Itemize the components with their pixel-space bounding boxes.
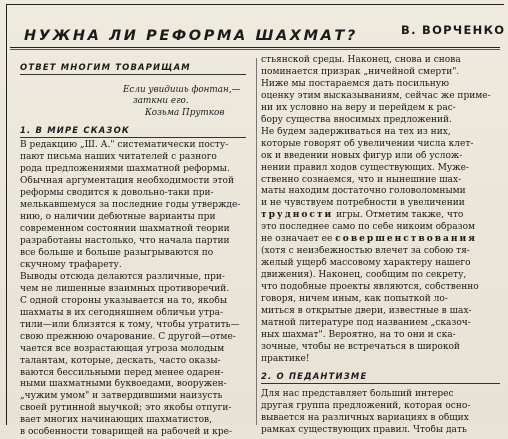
section-2-title: 2. О ПЕДАНТИЗМЕ xyxy=(261,370,368,381)
text-line: и не чувствуем потребности в увеличении xyxy=(261,198,465,209)
text-line: все больше и больше разыгрываются по xyxy=(20,247,214,258)
text-line: говоря, ничем иным, как попыткой ло- xyxy=(261,294,448,305)
epigraph-line-1: Если увидишь фонтан,— xyxy=(123,84,241,95)
text-line: зочные, чтобы не встречаться в широкой xyxy=(261,341,460,352)
article-headline: НУЖНА ЛИ РЕФОРМА ШАХМАТ? xyxy=(24,28,358,44)
text-line: практике! xyxy=(261,353,310,364)
text-line: ственно сознаемся, что и нынешние шах- xyxy=(261,174,462,185)
text-line: Обычная аргументация необходимости этой xyxy=(20,176,234,187)
text-line: талантам, которые, дескать, часто оказы- xyxy=(20,355,221,366)
text-line: скучному трафарету. xyxy=(20,259,122,270)
right-body-text-c xyxy=(261,389,500,437)
text-line: Не будем задерживаться на тех из них, xyxy=(261,126,451,137)
text-fragment: игры. Отметим также, что xyxy=(336,210,464,221)
text-line: разработаны настолько, что начала партии xyxy=(20,236,230,247)
text-line: ок и введении новых фигур или об услож- xyxy=(261,150,463,161)
text-line: пают письма наших читателей с разного xyxy=(20,152,217,163)
text-fragment: не означает ее xyxy=(261,234,333,245)
text-line: бору существа вносимых предложений. xyxy=(261,114,452,125)
text-line-emphasis-2 xyxy=(261,234,500,246)
text-line: ни их условно на веру и перейдем к рас- xyxy=(261,102,456,113)
text-line: в особенности товарищей на рабочей и кре- xyxy=(20,427,233,438)
text-line: что подобные проекты являются, собственно xyxy=(261,282,479,293)
text-line: маты находим достаточно головоломными xyxy=(261,186,466,197)
text-line: ных шахмат". Вероятно, на то они и ска- xyxy=(261,329,456,340)
text-line: поминается призрак „ничейной смерти". xyxy=(261,66,460,77)
spaced-emphasis: совершенствования xyxy=(335,234,477,245)
text-line: „чужим умом" и затвердившими наизусть xyxy=(20,391,223,402)
text-line: вывается на различных вариациях в общих xyxy=(261,412,469,423)
text-line: нию, о наличии дебютные варианты при xyxy=(20,212,216,223)
header-rule-thin xyxy=(10,49,500,50)
text-line: миться в открытые двери, известные в шах- xyxy=(261,306,472,317)
text-line: ными шахматными буквоедами, вооружен- xyxy=(20,379,227,390)
text-line: мелькавшемуся за последние годы утвержде- xyxy=(20,200,241,211)
text-line: шахматы в их сегодняшнем обличьи утра- xyxy=(20,307,224,318)
left-column xyxy=(20,62,246,439)
section-1-title: 1. В МИРЕ СКАЗОК xyxy=(20,125,130,136)
text-line: другая группа предложений, которая осно- xyxy=(261,400,471,411)
epigraph-line-2: заткни его. xyxy=(133,96,189,107)
text-line: которые говорят об увеличении числа клет- xyxy=(261,138,474,149)
text-line: рамках существующих правил. Чтобы дать xyxy=(261,424,467,435)
epigraph-author: Козьма Прутков xyxy=(145,107,225,118)
section-2-rule xyxy=(261,383,500,384)
text-line: В редакцию „Ш. А." систематически посту- xyxy=(20,140,229,151)
text-line: чается все возрастающая угроза молодым xyxy=(20,343,225,354)
text-line: вает многих начинающих шахматистов, xyxy=(20,415,212,426)
text-line: Выводы отсюда делаются различные, при- xyxy=(20,271,225,282)
text-line: свою прежнюю очарование. С другой—отме- xyxy=(20,331,236,342)
article-subtitle: ОТВЕТ МНОГИМ ТОВАРИЩАМ xyxy=(20,62,191,72)
text-line-emphasis-1 xyxy=(261,210,500,222)
text-line: Для нас представляет больший интерес xyxy=(261,388,454,399)
spaced-emphasis: трудности xyxy=(261,210,334,221)
text-line: тили—или близятся к тому, чтобы утратить— xyxy=(20,319,240,330)
text-line: С одной стороны указывается на то, якобы xyxy=(20,295,228,306)
subtitle-rule xyxy=(20,74,246,75)
header-rule xyxy=(10,47,500,48)
right-body-text-a xyxy=(261,55,500,366)
section-1-rule xyxy=(20,137,246,138)
text-line: стьянской среды. Наконец, снова и снова xyxy=(261,55,461,65)
text-line: оценку этим высказываниям, сейчас же приме- xyxy=(261,90,491,101)
text-line: матной литературе под названием „сказоч- xyxy=(261,317,471,328)
text-line: нении правил ходов существующих. Муже- xyxy=(261,162,469,173)
text-line: чем не лишенные взаимных противоречий. xyxy=(20,283,230,294)
text-line: реформы сводится к довольно-таки при- xyxy=(20,188,214,199)
left-body-text xyxy=(20,140,246,439)
column-divider xyxy=(256,58,257,425)
text-line: желый ущерб массовому характеру нашего xyxy=(261,258,471,269)
text-line: (хотя с неизбежностью влечет за собою тя- xyxy=(261,246,470,257)
right-column xyxy=(261,55,500,437)
text-line: современном состоянии шахматной теории xyxy=(20,224,230,235)
article-author: В. ВОРЧЕНКО xyxy=(401,23,506,37)
text-line: ваются бессильными перед менее одарен- xyxy=(20,367,224,378)
text-line: это последнее само по себе никоим образом xyxy=(261,222,476,233)
text-line: Ниже мы постараемся дать посильную xyxy=(261,78,449,89)
text-line: своей рутинной выучкой; это якобы отпуги- xyxy=(20,403,232,414)
text-line: движения). Наконец, сообщим по секрету, xyxy=(261,270,467,281)
text-line: рода предложениями шахматной реформы. xyxy=(20,164,230,175)
